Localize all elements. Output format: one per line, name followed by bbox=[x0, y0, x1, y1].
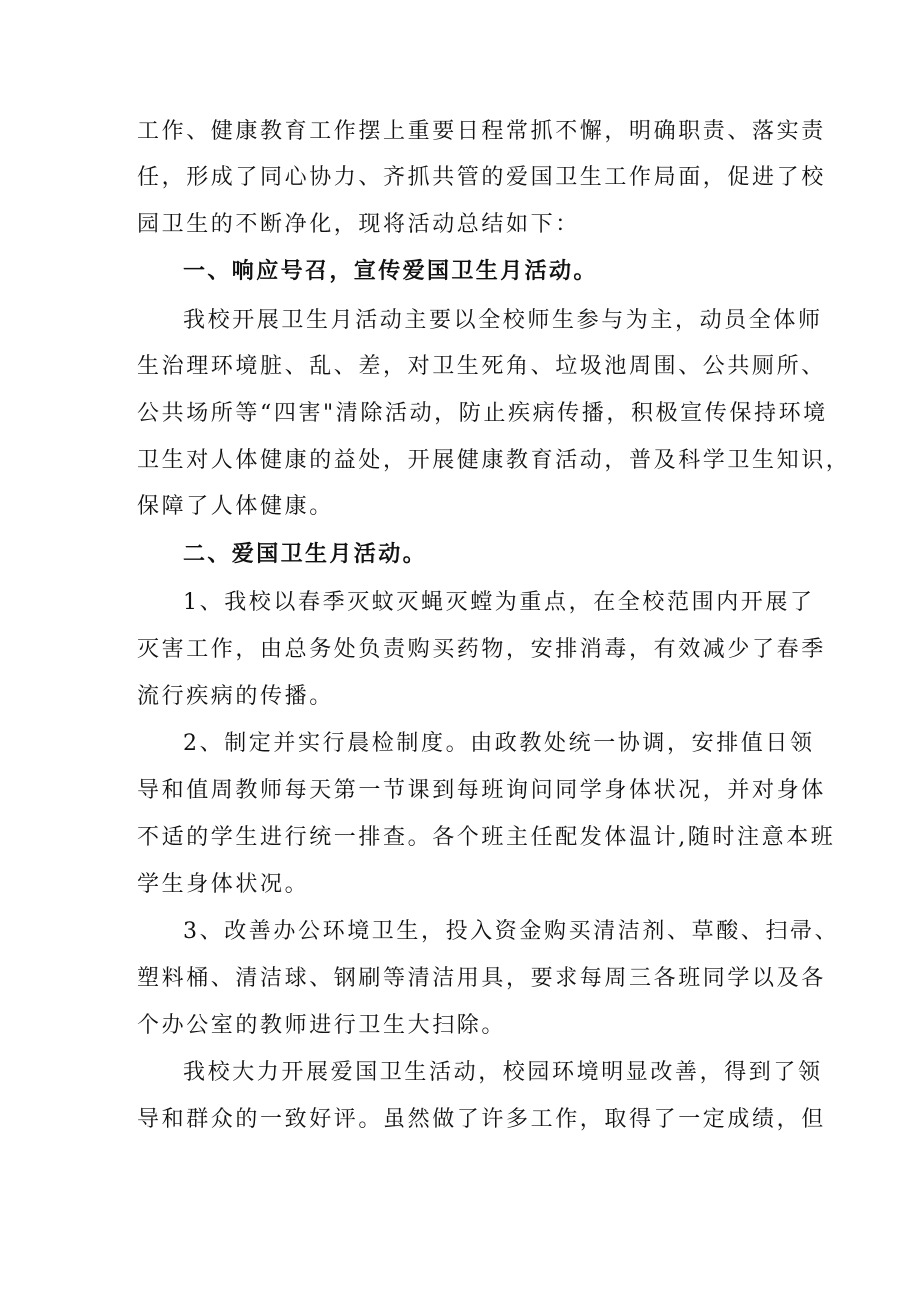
text-line: 灭害工作，由总务处负责购买药物，安排消毒，有效减少了春季 bbox=[137, 637, 826, 662]
text-line: 学生身体状况。 bbox=[137, 872, 310, 897]
text-line: 导和值周教师每天第一节课到每班询问同学身体状况，并对身体 bbox=[137, 778, 826, 803]
text-line: 塑料桶、清洁球、钢刷等清洁用具，要求每周三各班同学以及各 bbox=[137, 966, 826, 991]
text-line: 1、我校以春季灭蚊灭蝇灭螳为重点，在全校范围内开展了 bbox=[183, 590, 815, 615]
text-line: 2、制定并实行晨检制度。由政教处统一协调，安排值日领 bbox=[183, 731, 815, 756]
text-line: 卫生对人体健康的益处，开展健康教育活动，普及科学卫生知识， bbox=[137, 448, 851, 473]
text-line: 3、改善办公环境卫生，投入资金购买清洁剂、草酸、扫帚、 bbox=[183, 919, 840, 944]
text-line: 任，形成了同心协力、齐抓共管的爱国卫生工作局面，促进了校 bbox=[137, 165, 826, 190]
text-line: 不适的学生进行统一排查。各个班主任配发体温计,随时注意本班 bbox=[137, 825, 836, 850]
text-line: 保障了人体健康。 bbox=[137, 494, 334, 519]
text-line: 公共场所等“四害"清除活动，防止疾病传播，积极宣传保持环境 bbox=[137, 401, 828, 426]
text-line: 园卫生的不断净化，现将活动总结如下： bbox=[137, 212, 580, 237]
text-line: 我校开展卫生月活动主要以全校师生参与为主，动员全体师 bbox=[183, 308, 823, 333]
text-line: 生治理环境脏、乱、差，对卫生死角、垃圾池周围、公共厕所、 bbox=[137, 354, 826, 379]
text-line: 我校大力开展爱国卫生活动，校园环境明显改善，得到了领 bbox=[183, 1060, 823, 1085]
text-line: 流行疾病的传播。 bbox=[137, 684, 334, 709]
text-line: 工作、健康教育工作摆上重要日程常抓不懈，明确职责、落实责 bbox=[137, 119, 826, 144]
section-heading-2: 二、爱国卫生月活动。 bbox=[183, 542, 428, 567]
section-heading-1: 一、响应号召，宣传爱国卫生月活动。 bbox=[183, 259, 598, 284]
text-line: 导和群众的一致好评。虽然做了许多工作，取得了一定成绩，但 bbox=[137, 1107, 826, 1132]
text-line: 个办公室的教师进行卫生大扫除。 bbox=[137, 1013, 507, 1038]
